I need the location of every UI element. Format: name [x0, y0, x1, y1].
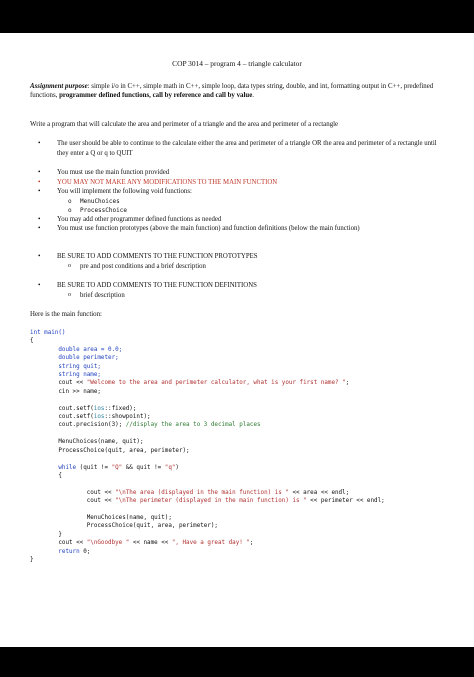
requirements-list-2 — [30, 168, 442, 234]
function-name: o MenuChoices — [30, 197, 442, 206]
code-line: } — [30, 556, 34, 563]
code-line: ProcessChoice(quit, area, perimeter); — [86, 523, 218, 530]
code-line: { — [58, 472, 62, 479]
main-function-heading: Here is the main function: — [30, 311, 102, 318]
list-item: • The user should be able to continue to the calculate either the area and perimeter of a triangle OR the area and perimeter of a rectangle until they enter a Q or q to QUIT — [30, 139, 442, 158]
document-title: COP 3014 – program 4 – triangle calculator — [172, 59, 302, 68]
comments-prototypes — [30, 252, 442, 271]
code-line: int main() — [30, 330, 66, 336]
sub-item: o pre and post conditions and a brief description — [30, 262, 442, 271]
code-line: { — [30, 338, 34, 345]
list-item: • BE SURE TO ADD COMMENTS TO THE FUNCTION DEFINITIONS — [30, 281, 442, 291]
list-item: • You must use function prototypes (above the main function) and function definitions (below the main function) — [30, 224, 442, 234]
code-line: string name; — [58, 372, 101, 379]
code-line: string quit; — [58, 363, 101, 370]
code-line: ProcessChoice(quit, area, perimeter); — [58, 447, 190, 454]
code-line: MenuChoices(name, quit); — [58, 439, 144, 446]
intro-text: Write a program that will calculate the area and perimeter of a triangle and the area and perimeter of a rectangle — [30, 121, 339, 128]
code-line: } — [58, 531, 62, 538]
document-page — [0, 33, 474, 647]
purpose-bold: programmer defined functions, call by reference and call by value — [59, 92, 253, 99]
code-comment: //display the area to 3 decimal places — [125, 422, 261, 429]
list-item: • You may add other programmer defined functions as needed — [30, 215, 442, 225]
purpose-text: : simple i/o in C++, simple math in C++, simple loop, data types string, double, and int, formatting output in C++, predefined functions, — [30, 83, 434, 99]
requirements-list — [30, 139, 442, 158]
sub-item: o brief description — [30, 291, 442, 300]
code-line: double area = 0.0; — [58, 346, 123, 353]
function-name: o ProcessChoice — [30, 206, 442, 215]
code-line: double perimeter; — [58, 355, 119, 362]
comments-definitions — [30, 281, 442, 300]
list-item: • You must use the main function provided — [30, 168, 442, 178]
list-item: • You will implement the following void functions: — [30, 187, 442, 197]
list-item-warning: • YOU MAY NOT MAKE ANY MODIFICATIONS TO THE MAIN FUNCTION — [30, 178, 442, 188]
code-listing: int main() { double area = 0.0; double perimeter; string quit; string name; cout << "Welcome to the area and perimeter calculator, what is your first name? "; cin >> name; cout.setf(ios::fixed); cout.setf(ios::showpoint); cout.precision(3); //display the area to 3 decimal places MenuChoices(name, quit); ProcessChoice(quit, area, perimeter); while (quit != "Q" && quit != "q") { cout << "\nThe area (displayed in the main function) is " << area << endl; cout << "\nThe perimeter (displayed in the main function) is " << perimeter << endl; MenuChoices(name, quit); ProcessChoice(quit, area, perimeter); } cout << "\nGoodbye " << name << ", Have a great day! "; return 0; } — [30, 330, 385, 563]
assignment-purpose: Assignment purpose: simple i/o in C++, simple math in C++, simple loop, data types string, double, and int, formatting output in C++, predefined functions, programmer defined functions, call by reference and call by value. — [30, 83, 434, 99]
purpose-label: Assignment purpose — [30, 83, 88, 90]
code-line: cin >> name; — [58, 388, 101, 395]
code-line: MenuChoices(name, quit); — [86, 514, 172, 521]
list-item: • BE SURE TO ADD COMMENTS TO THE FUNCTION PROTOTYPES — [30, 252, 442, 262]
